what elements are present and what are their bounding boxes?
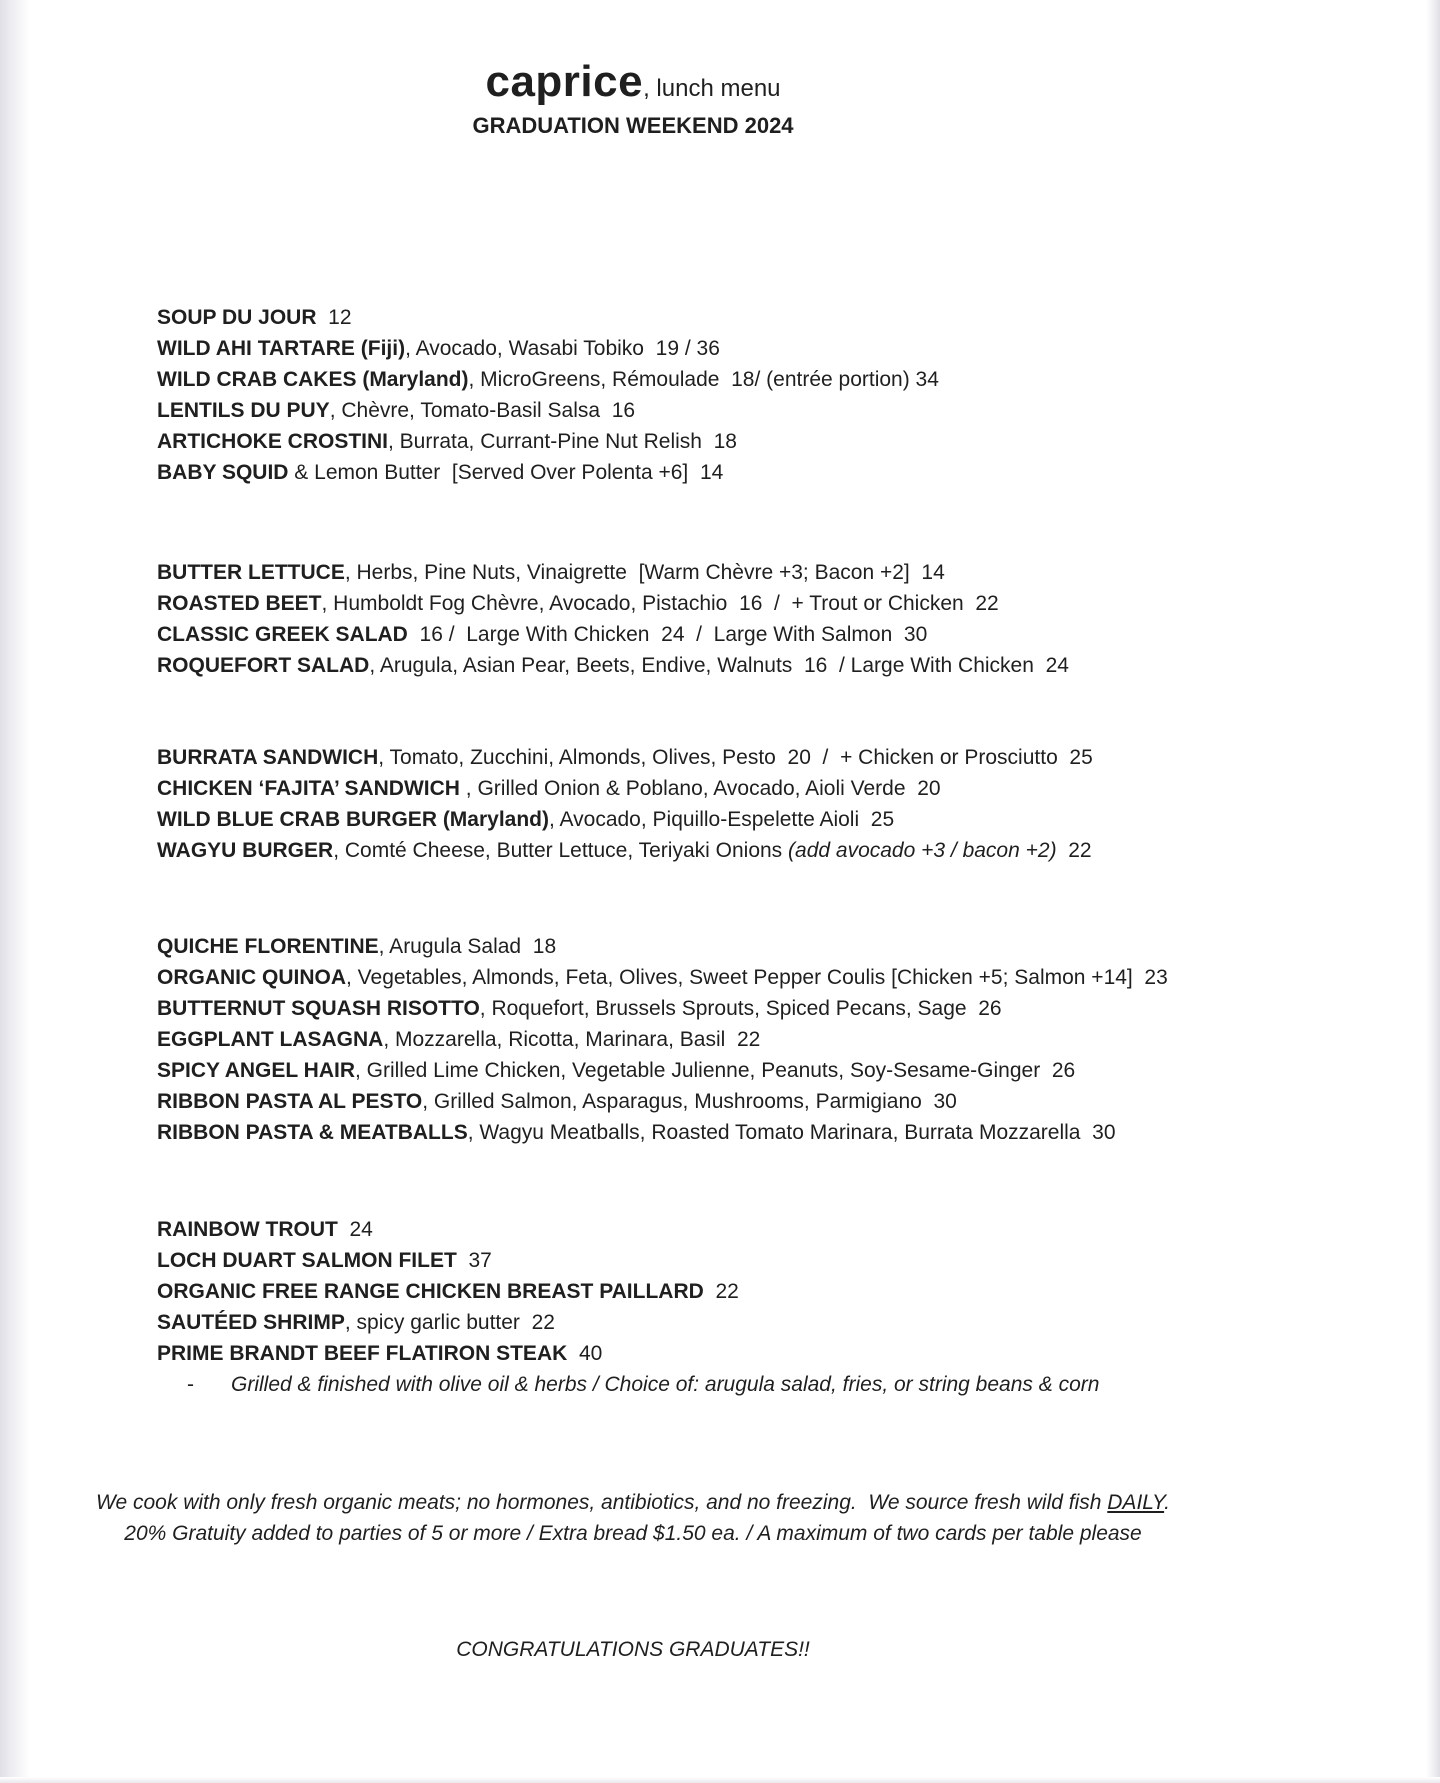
menu-item [157,1086,1380,1117]
menu-item-text: ORGANIC QUINOA [157,966,346,989]
menu-item-text: ARTICHOKE CROSTINI [157,430,388,453]
menu-item-text: SPICY ANGEL HAIR [157,1059,355,1082]
menu-item [157,333,1380,364]
note-dash: - [187,1373,194,1396]
menu-item [157,742,1380,773]
menu-item [157,557,1380,588]
menu-item [157,619,1380,650]
menu-item-text: , Grilled Salmon, Asparagus, Mushrooms, Parmigiano 30 [422,1090,957,1113]
footer-line-text: 20% Gratuity added to parties of 5 or more / Extra bread $1.50 ea. / A maximum of two cards per table please [124,1522,1142,1545]
menu-item [157,1117,1380,1148]
menu-item-text: SAUTÉED SHRIMP [157,1311,345,1334]
menu-item [157,1307,1380,1338]
menu-item [157,1276,1380,1307]
menu-section-salads [157,557,1380,681]
menu-item-text: , Comté Cheese, Butter Lettuce, Teriyaki Onions [333,839,789,862]
menu-item-text: RIBBON PASTA & MEATBALLS [157,1121,468,1144]
menu-item-text: SOUP DU JOUR [157,306,317,329]
menu-item-text: 22 [1056,839,1092,862]
restaurant-name: caprice [485,57,644,106]
menu-item [157,1338,1380,1369]
menu-type-label: , lunch menu [643,75,781,102]
menu-item-text: CLASSIC GREEK SALAD [157,623,408,646]
title-line [0,57,1266,107]
menu-item-text: , Grilled Onion & Poblano, Avocado, Aioli Verde 20 [459,777,941,800]
menu-item [157,835,1380,866]
menu-item-text: , Avocado, Wasabi Tobiko 19 / 36 [405,337,720,360]
menu-item [157,931,1380,962]
menu-section-mains [157,931,1380,1148]
menu-section-entrees [157,1214,1380,1400]
menu-item-text: 22 [703,1280,739,1303]
menu-item-text: QUICHE FLORENTINE [157,935,379,958]
menu-item-text: , Grilled Lime Chicken, Vegetable Julienne, Peanuts, Soy-Sesame-Ginger 26 [354,1059,1076,1082]
menu-item-text: Grilled & finished with olive oil & herbs / Choice of: arugula salad, fries, or string beans & corn [231,1373,1100,1396]
menu-item-text: , Tomato, Zucchini, Almonds, Olives, Pesto 20 / + Chicken or Prosciutto 25 [378,746,1093,769]
menu-item [157,588,1380,619]
menu-item-text: , Arugula, Asian Pear, Beets, Endive, Walnuts 16 / Large With Chicken 24 [369,654,1069,677]
menu-subtitle: GRADUATION WEEKEND 2024 [472,113,794,138]
menu-item-text: ROQUEFORT SALAD [157,654,370,677]
menu-item [157,364,1380,395]
menu-item-text: 16 / Large With Chicken 24 / Large With Salmon 30 [407,623,928,646]
menu-item-text: & Lemon Butter [Served Over Polenta +6] 14 [288,461,724,484]
menu-item [157,1024,1380,1055]
menu-item-text: , Mozzarella, Ricotta, Marinara, Basil 22 [383,1028,761,1051]
congrats-message: CONGRATULATIONS GRADUATES!! [456,1638,810,1661]
menu-item [157,1055,1380,1086]
menu-item-text: , MicroGreens, Rémoulade 18/ (entrée portion) 34 [468,368,939,391]
menu-item-text: 40 [567,1342,603,1365]
menu-item-text: RIBBON PASTA AL PESTO [157,1090,423,1113]
menu-item-text: ORGANIC FREE RANGE CHICKEN BREAST PAILLARD [157,1280,704,1303]
footer-line [0,1487,1266,1518]
menu-header [0,57,1266,139]
menu-section-appetizers [157,302,1380,488]
menu-item [157,1245,1380,1276]
menu-item [157,773,1380,804]
menu-item [157,993,1380,1024]
menu-item-text: WAGYU BURGER [157,839,334,862]
menu-item-text: BUTTER LETTUCE [157,561,345,584]
menu-item-text: , Roquefort, Brussels Sprouts, Spiced Pecans, Sage 26 [479,997,1002,1020]
footer-line-text: DAILY [1107,1491,1165,1514]
menu-item-text: , Burrata, Currant-Pine Nut Relish 18 [388,430,737,453]
menu-item-text: , Wagyu Meatballs, Roasted Tomato Marinara, Burrata Mozzarella 30 [467,1121,1116,1144]
menu-item [157,426,1380,457]
menu-item-note [157,1369,1380,1400]
menu-item-text: BABY SQUID [157,461,289,484]
menu-item-text: BURRATA SANDWICH [157,746,379,769]
menu-item-text: RAINBOW TROUT [157,1218,338,1241]
menu-item-text: , Arugula Salad 18 [378,935,557,958]
menu-item-text: , spicy garlic butter 22 [344,1311,555,1334]
menu-item [157,804,1380,835]
menu-item-text: WILD AHI TARTARE (Fiji) [157,337,406,360]
menu-item [157,457,1380,488]
page-edge-bottom [0,1777,1440,1783]
menu-item-text: 37 [456,1249,492,1272]
menu-item-text: , Vegetables, Almonds, Feta, Olives, Sweet Pepper Coulis [Chicken +5; Salmon +14] 23 [346,966,1168,989]
menu-item-text: , Humboldt Fog Chèvre, Avocado, Pistachio 16 / + Trout or Chicken 22 [321,592,999,615]
menu-item-text: EGGPLANT LASAGNA [157,1028,384,1051]
menu-item-text: , Chèvre, Tomato-Basil Salsa 16 [329,399,636,422]
menu-item [157,1214,1380,1245]
footer-line-text: . [1164,1491,1170,1514]
menu-item-text: CHICKEN ‘FAJITA’ SANDWICH [157,777,460,800]
menu-item [157,650,1380,681]
page-edge-right [1426,0,1440,1783]
menu-item [157,302,1380,333]
footer-line [0,1518,1266,1549]
menu-item-text: 24 [337,1218,373,1241]
menu-item-text: 12 [316,306,352,329]
menu-item-text: WILD CRAB CAKES (Maryland) [157,368,469,391]
menu-item-text: (add avocado +3 / bacon +2) [788,839,1057,862]
menu-item-text: WILD BLUE CRAB BURGER (Maryland) [157,808,549,831]
menu-item [157,962,1380,993]
menu-item-text: LENTILS DU PUY [157,399,330,422]
menu-item-text: LOCH DUART SALMON FILET [157,1249,457,1272]
menu-item [157,395,1380,426]
footer-line-text: We cook with only fresh organic meats; no hormones, antibiotics, and no freezing. We source fresh wild fish [96,1491,1108,1514]
menu-item-text: , Herbs, Pine Nuts, Vinaigrette [Warm Chèvre +3; Bacon +2] 14 [344,561,945,584]
menu-item-text: BUTTERNUT SQUASH RISOTTO [157,997,480,1020]
menu-item-text: ROASTED BEET [157,592,322,615]
footer-notes [0,1487,1266,1549]
menu-section-sandwiches [157,742,1380,866]
menu-item-text: , Avocado, Piquillo-Espelette Aioli 25 [549,808,895,831]
menu-item-text: PRIME BRANDT BEEF FLATIRON STEAK [157,1342,568,1365]
